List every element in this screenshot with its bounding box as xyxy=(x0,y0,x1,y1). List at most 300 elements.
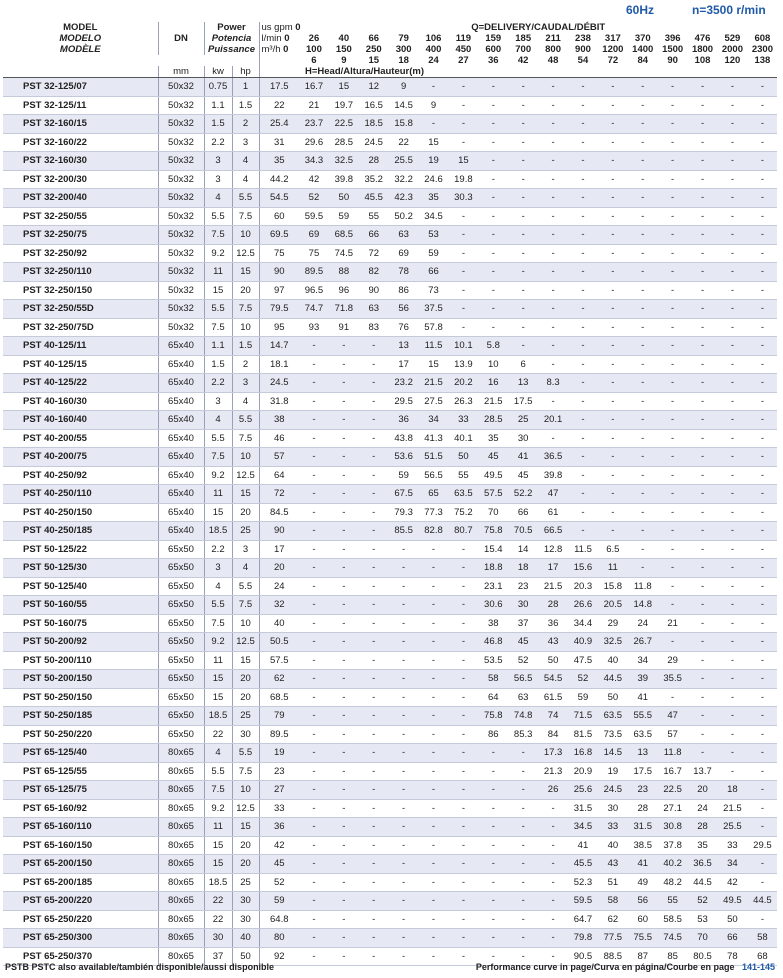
head-cell: - xyxy=(628,392,658,411)
head-cell: 19.7 xyxy=(329,96,359,115)
dn-cell: 50x32 xyxy=(158,318,204,337)
head-cell: - xyxy=(359,688,389,707)
table-row xyxy=(3,411,777,430)
head-cell: 39 xyxy=(628,670,658,689)
head-cell: - xyxy=(688,263,718,282)
head-cell: - xyxy=(717,133,747,152)
head-cell: 77.3 xyxy=(419,503,449,522)
head-cell: - xyxy=(329,522,359,541)
head-cell: - xyxy=(359,503,389,522)
model-cell: PST 40-200/55 xyxy=(3,429,158,448)
head-cell: - xyxy=(717,78,747,97)
head-cell: 34.3 xyxy=(299,152,329,171)
head-cell: - xyxy=(419,929,449,948)
head-cell: - xyxy=(538,189,568,208)
head-cell: - xyxy=(508,873,538,892)
head-cell: - xyxy=(508,929,538,948)
head-cell: - xyxy=(538,799,568,818)
head-cell: - xyxy=(329,559,359,578)
head-cell: - xyxy=(299,374,329,393)
kw-cell: 3 xyxy=(204,559,232,578)
head-cell: - xyxy=(747,725,777,744)
hp-cell: 25 xyxy=(232,522,259,541)
head-cell: 13.9 xyxy=(448,355,478,374)
head-cell: - xyxy=(717,522,747,541)
m3h-value: 24 xyxy=(428,55,439,66)
hp-cell: 2 xyxy=(232,115,259,134)
kw-cell: 9.2 xyxy=(204,466,232,485)
head-cell: - xyxy=(448,559,478,578)
head-cell: - xyxy=(359,929,389,948)
head-cell: - xyxy=(419,559,449,578)
model-cell: PST 65-200/150 xyxy=(3,855,158,874)
head-cell: - xyxy=(299,744,329,763)
head-cell: 15.8 xyxy=(389,115,419,134)
head-cell: - xyxy=(747,429,777,448)
head-cell: 19 xyxy=(598,762,628,781)
lmin-value: 300 xyxy=(395,44,412,55)
hp-cell: 15 xyxy=(232,485,259,504)
dn-cell: 65x50 xyxy=(158,633,204,652)
dn-cell: 50x32 xyxy=(158,78,204,97)
head-cell: - xyxy=(329,910,359,929)
hp-cell: 3 xyxy=(232,374,259,393)
table-row xyxy=(3,78,777,97)
head-cell: - xyxy=(329,374,359,393)
head-cell: - xyxy=(598,281,628,300)
head-cell: - xyxy=(628,448,658,467)
head-cell: - xyxy=(747,300,777,319)
head-cell: 69.5 xyxy=(259,226,299,245)
head-cell: - xyxy=(299,670,329,689)
head-cell: 69 xyxy=(299,226,329,245)
hp-cell: 1.5 xyxy=(232,96,259,115)
head-cell: - xyxy=(598,374,628,393)
model-cell: PST 50-125/22 xyxy=(3,540,158,559)
head-cell: 46.8 xyxy=(478,633,508,652)
head-cell: - xyxy=(598,244,628,263)
head-cell: 79.8 xyxy=(568,929,598,948)
head-cell: 96.5 xyxy=(299,281,329,300)
kw-cell: 11 xyxy=(204,818,232,837)
table-row xyxy=(3,429,777,448)
head-cell: - xyxy=(628,133,658,152)
head-cell: - xyxy=(747,633,777,652)
dn-cell: 65x50 xyxy=(158,688,204,707)
head-cell: - xyxy=(359,670,389,689)
head-cell: - xyxy=(717,226,747,245)
q-title: Q=DELIVERY/CAUDAL/DÉBIT xyxy=(471,22,606,33)
head-cell: - xyxy=(568,244,598,263)
head-cell: - xyxy=(359,466,389,485)
head-cell: - xyxy=(329,411,359,430)
head-cell: - xyxy=(478,781,508,800)
head-cell: - xyxy=(688,744,718,763)
head-cell: - xyxy=(568,503,598,522)
head-cell: 85 xyxy=(658,947,688,966)
head-cell: - xyxy=(299,503,329,522)
table-row xyxy=(3,374,777,393)
head-cell: - xyxy=(299,892,329,911)
head-cell: 34.5 xyxy=(419,207,449,226)
head-cell: - xyxy=(688,392,718,411)
lmin-value: 100 xyxy=(306,44,322,55)
head-cell: 86 xyxy=(478,725,508,744)
head-cell: - xyxy=(747,522,777,541)
dn-cell: 65x40 xyxy=(158,522,204,541)
hp-cell: 10 xyxy=(232,781,259,800)
dn-cell: 80x65 xyxy=(158,836,204,855)
head-cell: - xyxy=(747,873,777,892)
table-row xyxy=(3,633,777,652)
footer-curve-ref xyxy=(476,962,775,972)
hp-cell: 5.5 xyxy=(232,744,259,763)
head-cell: 55 xyxy=(448,466,478,485)
head-cell: - xyxy=(688,559,718,578)
head-cell: - xyxy=(448,725,478,744)
head-cell: - xyxy=(628,485,658,504)
head-cell: - xyxy=(478,152,508,171)
head-cell: - xyxy=(508,96,538,115)
head-cell: - xyxy=(658,263,688,282)
head-cell: 45 xyxy=(508,466,538,485)
table-row xyxy=(3,614,777,633)
head-cell: - xyxy=(508,263,538,282)
head-cell: 53.6 xyxy=(389,448,419,467)
dn-cell: 80x65 xyxy=(158,892,204,911)
head-cell: - xyxy=(688,466,718,485)
hp-cell: 3 xyxy=(232,133,259,152)
head-cell: - xyxy=(628,540,658,559)
head-cell: - xyxy=(299,596,329,615)
hp-cell: 12.5 xyxy=(232,633,259,652)
footer-availability: PSTB PSTC also available/también disponible/aussi disponible xyxy=(5,962,275,972)
head-cell: 33 xyxy=(717,836,747,855)
head-cell: - xyxy=(568,133,598,152)
kw-cell: 4 xyxy=(204,189,232,208)
hp-cell: 10 xyxy=(232,614,259,633)
head-cell: - xyxy=(598,152,628,171)
head-cell: - xyxy=(329,503,359,522)
model-header-es: MODELO xyxy=(59,33,102,44)
head-cell: 10.1 xyxy=(448,337,478,356)
head-cell: - xyxy=(688,448,718,467)
head-cell: - xyxy=(688,503,718,522)
head-cell: - xyxy=(448,577,478,596)
head-cell: 63.5 xyxy=(448,485,478,504)
dn-cell: 50x32 xyxy=(158,133,204,152)
head-cell: - xyxy=(508,781,538,800)
head-cell: - xyxy=(448,799,478,818)
gpm-value: 106 xyxy=(425,33,442,44)
head-cell: - xyxy=(448,707,478,726)
head-cell: - xyxy=(658,448,688,467)
head-cell: 35 xyxy=(259,152,299,171)
head-cell: - xyxy=(688,115,718,134)
model-cell: PST 50-200/92 xyxy=(3,633,158,652)
head-cell: - xyxy=(478,744,508,763)
head-cell: 56.5 xyxy=(419,466,449,485)
model-cell: PST 65-125/40 xyxy=(3,744,158,763)
model-cell: PST 65-200/185 xyxy=(3,873,158,892)
kw-cell: 7.5 xyxy=(204,318,232,337)
head-cell: - xyxy=(448,633,478,652)
head-cell: 51.5 xyxy=(419,448,449,467)
head-cell: 49.5 xyxy=(717,892,747,911)
head-cell: - xyxy=(568,281,598,300)
hp-cell: 20 xyxy=(232,855,259,874)
model-cell: PST 32-125/11 xyxy=(3,96,158,115)
kw-cell: 3 xyxy=(204,170,232,189)
head-cell: 15 xyxy=(419,133,449,152)
dn-cell: 65x50 xyxy=(158,577,204,596)
head-cell: 81.5 xyxy=(568,725,598,744)
head-cell: 28.5 xyxy=(478,411,508,430)
head-cell: - xyxy=(389,910,419,929)
head-cell: - xyxy=(658,170,688,189)
head-cell: - xyxy=(538,929,568,948)
head-cell: - xyxy=(658,688,688,707)
head-cell: - xyxy=(568,152,598,171)
head-cell: 40.2 xyxy=(658,855,688,874)
head-cell: - xyxy=(478,133,508,152)
table-row xyxy=(3,115,777,134)
head-cell: 23.1 xyxy=(478,577,508,596)
head-cell: - xyxy=(508,947,538,966)
head-cell: 75.8 xyxy=(478,707,508,726)
dn-header: DN xyxy=(158,22,204,55)
gpm-value: 119 xyxy=(455,33,472,44)
head-cell: - xyxy=(658,281,688,300)
head-cell: - xyxy=(568,429,598,448)
head-cell: 56.5 xyxy=(508,670,538,689)
gpm-value: 317 xyxy=(604,33,621,44)
head-cell: 10 xyxy=(478,355,508,374)
head-cell: 59 xyxy=(259,892,299,911)
head-cell: - xyxy=(717,707,747,726)
head-cell: 14.5 xyxy=(598,744,628,763)
head-cell: 68 xyxy=(747,947,777,966)
head-cell: - xyxy=(747,392,777,411)
head-cell: 66 xyxy=(717,929,747,948)
head-cell: - xyxy=(329,725,359,744)
head-cell: - xyxy=(538,355,568,374)
head-cell: - xyxy=(598,392,628,411)
head-cell: - xyxy=(299,725,329,744)
head-cell: 22.5 xyxy=(658,781,688,800)
model-cell: PST 50-160/55 xyxy=(3,596,158,615)
head-cell: 52 xyxy=(688,892,718,911)
head-cell: 44.2 xyxy=(259,170,299,189)
head-cell: 25 xyxy=(508,411,538,430)
head-cell: - xyxy=(628,429,658,448)
head-cell: - xyxy=(508,762,538,781)
hp-cell: 1 xyxy=(232,78,259,97)
m3h-value: 108 xyxy=(694,55,711,66)
head-cell: 14.5 xyxy=(389,96,419,115)
head-cell: 13 xyxy=(508,374,538,393)
head-cell: 82.8 xyxy=(419,522,449,541)
head-cell: - xyxy=(359,429,389,448)
hp-cell: 15 xyxy=(232,818,259,837)
head-cell: 68.5 xyxy=(329,226,359,245)
kw-cell: 15 xyxy=(204,670,232,689)
head-cell: - xyxy=(688,170,718,189)
head-cell: 17.5 xyxy=(508,392,538,411)
head-cell: 24.5 xyxy=(359,133,389,152)
hp-cell: 20 xyxy=(232,281,259,300)
kw-cell: 1.5 xyxy=(204,115,232,134)
head-cell: - xyxy=(747,596,777,615)
dn-cell: 50x32 xyxy=(158,152,204,171)
head-cell: - xyxy=(747,762,777,781)
head-cell: 56 xyxy=(389,300,419,319)
head-cell: - xyxy=(359,633,389,652)
head-cell: - xyxy=(628,115,658,134)
head-cell: 21.5 xyxy=(478,392,508,411)
head-cell: - xyxy=(658,633,688,652)
head-cell: - xyxy=(419,577,449,596)
head-cell: - xyxy=(658,318,688,337)
dn-cell: 80x65 xyxy=(158,799,204,818)
head-cell: 60 xyxy=(259,207,299,226)
head-cell: - xyxy=(448,281,478,300)
head-cell: - xyxy=(478,762,508,781)
head-cell: - xyxy=(747,189,777,208)
kw-cell: 9.2 xyxy=(204,799,232,818)
head-cell: 23 xyxy=(508,577,538,596)
head-cell: - xyxy=(359,651,389,670)
head-cell: 66.5 xyxy=(538,522,568,541)
head-cell: - xyxy=(329,670,359,689)
head-cell: - xyxy=(747,96,777,115)
hp-cell: 4 xyxy=(232,559,259,578)
gpm-value: 608 xyxy=(754,33,771,44)
kw-header: kw xyxy=(204,66,232,78)
head-cell: 62 xyxy=(598,910,628,929)
head-cell: - xyxy=(717,152,747,171)
kw-cell: 2.2 xyxy=(204,540,232,559)
head-cell: - xyxy=(508,818,538,837)
head-cell: 85.5 xyxy=(389,522,419,541)
head-cell: - xyxy=(688,522,718,541)
head-cell: 22 xyxy=(389,133,419,152)
head-cell: - xyxy=(478,855,508,874)
head-cell: 58.5 xyxy=(658,910,688,929)
head-cell: 16.7 xyxy=(299,78,329,97)
head-cell: - xyxy=(329,947,359,966)
head-cell: 34.4 xyxy=(568,614,598,633)
head-cell: - xyxy=(747,651,777,670)
hp-cell: 7.5 xyxy=(232,596,259,615)
head-cell: - xyxy=(658,540,688,559)
head-cell: - xyxy=(628,207,658,226)
head-cell: 40 xyxy=(598,651,628,670)
head-cell: 31.8 xyxy=(259,392,299,411)
head-cell: - xyxy=(747,226,777,245)
head-cell: - xyxy=(448,855,478,874)
table-row xyxy=(3,244,777,263)
head-cell: 14.7 xyxy=(259,337,299,356)
head-cell: - xyxy=(299,392,329,411)
kw-cell: 2.2 xyxy=(204,133,232,152)
m3h-value: 48 xyxy=(547,55,559,66)
head-cell: 52 xyxy=(259,873,299,892)
head-cell: - xyxy=(419,781,449,800)
head-cell: - xyxy=(389,799,419,818)
head-cell: - xyxy=(329,651,359,670)
table-header xyxy=(3,22,777,78)
gpm-value: 529 xyxy=(724,33,741,44)
table-row xyxy=(3,836,777,855)
head-cell: 69 xyxy=(389,244,419,263)
head-cell: - xyxy=(688,207,718,226)
head-cell: 9 xyxy=(389,78,419,97)
head-cell: - xyxy=(478,207,508,226)
head-cell: 25.6 xyxy=(568,781,598,800)
head-cell: - xyxy=(389,688,419,707)
head-cell: - xyxy=(628,337,658,356)
head-cell: - xyxy=(359,337,389,356)
head-cell: - xyxy=(628,78,658,97)
head-cell: 97 xyxy=(259,281,299,300)
head-cell: 21.5 xyxy=(538,577,568,596)
head-cell: 31.5 xyxy=(568,799,598,818)
head-cell: - xyxy=(419,633,449,652)
head-cell: - xyxy=(598,115,628,134)
head-cell: 33 xyxy=(448,411,478,430)
head-cell: 80.5 xyxy=(688,947,718,966)
head-cell: - xyxy=(359,540,389,559)
head-cell: 52.3 xyxy=(568,873,598,892)
unit-m3h-zero: 0 xyxy=(283,44,289,55)
unit-lmin-cell xyxy=(259,33,299,44)
head-cell: 34 xyxy=(419,411,449,430)
head-cell: 39.8 xyxy=(538,466,568,485)
head-cell: 29.5 xyxy=(747,836,777,855)
table-row xyxy=(3,318,777,337)
head-cell: 43 xyxy=(598,855,628,874)
kw-cell: 15 xyxy=(204,836,232,855)
frequency-label: 60Hz xyxy=(626,3,655,17)
head-cell: 89.5 xyxy=(259,725,299,744)
head-cell: - xyxy=(658,429,688,448)
head-cell: - xyxy=(688,133,718,152)
hp-cell: 20 xyxy=(232,836,259,855)
table-row xyxy=(3,892,777,911)
head-cell: 77.5 xyxy=(598,929,628,948)
head-cell: - xyxy=(568,96,598,115)
head-cell: - xyxy=(448,873,478,892)
head-cell: - xyxy=(747,207,777,226)
head-cell: 42 xyxy=(717,873,747,892)
head-cell: - xyxy=(688,707,718,726)
head-cell: 5.8 xyxy=(478,337,508,356)
head-cell: - xyxy=(359,707,389,726)
m3h-value: 72 xyxy=(607,55,619,66)
unit-lmin-label: l/min xyxy=(261,33,282,44)
head-cell: - xyxy=(329,799,359,818)
head-cell: 45 xyxy=(478,448,508,467)
model-cell: PST 50-125/30 xyxy=(3,559,158,578)
head-cell: - xyxy=(628,170,658,189)
head-cell: 57 xyxy=(658,725,688,744)
head-cell: - xyxy=(508,244,538,263)
head-cell: 26.6 xyxy=(568,596,598,615)
head-cell: - xyxy=(717,207,747,226)
head-cell: - xyxy=(389,836,419,855)
head-cell: - xyxy=(717,429,747,448)
